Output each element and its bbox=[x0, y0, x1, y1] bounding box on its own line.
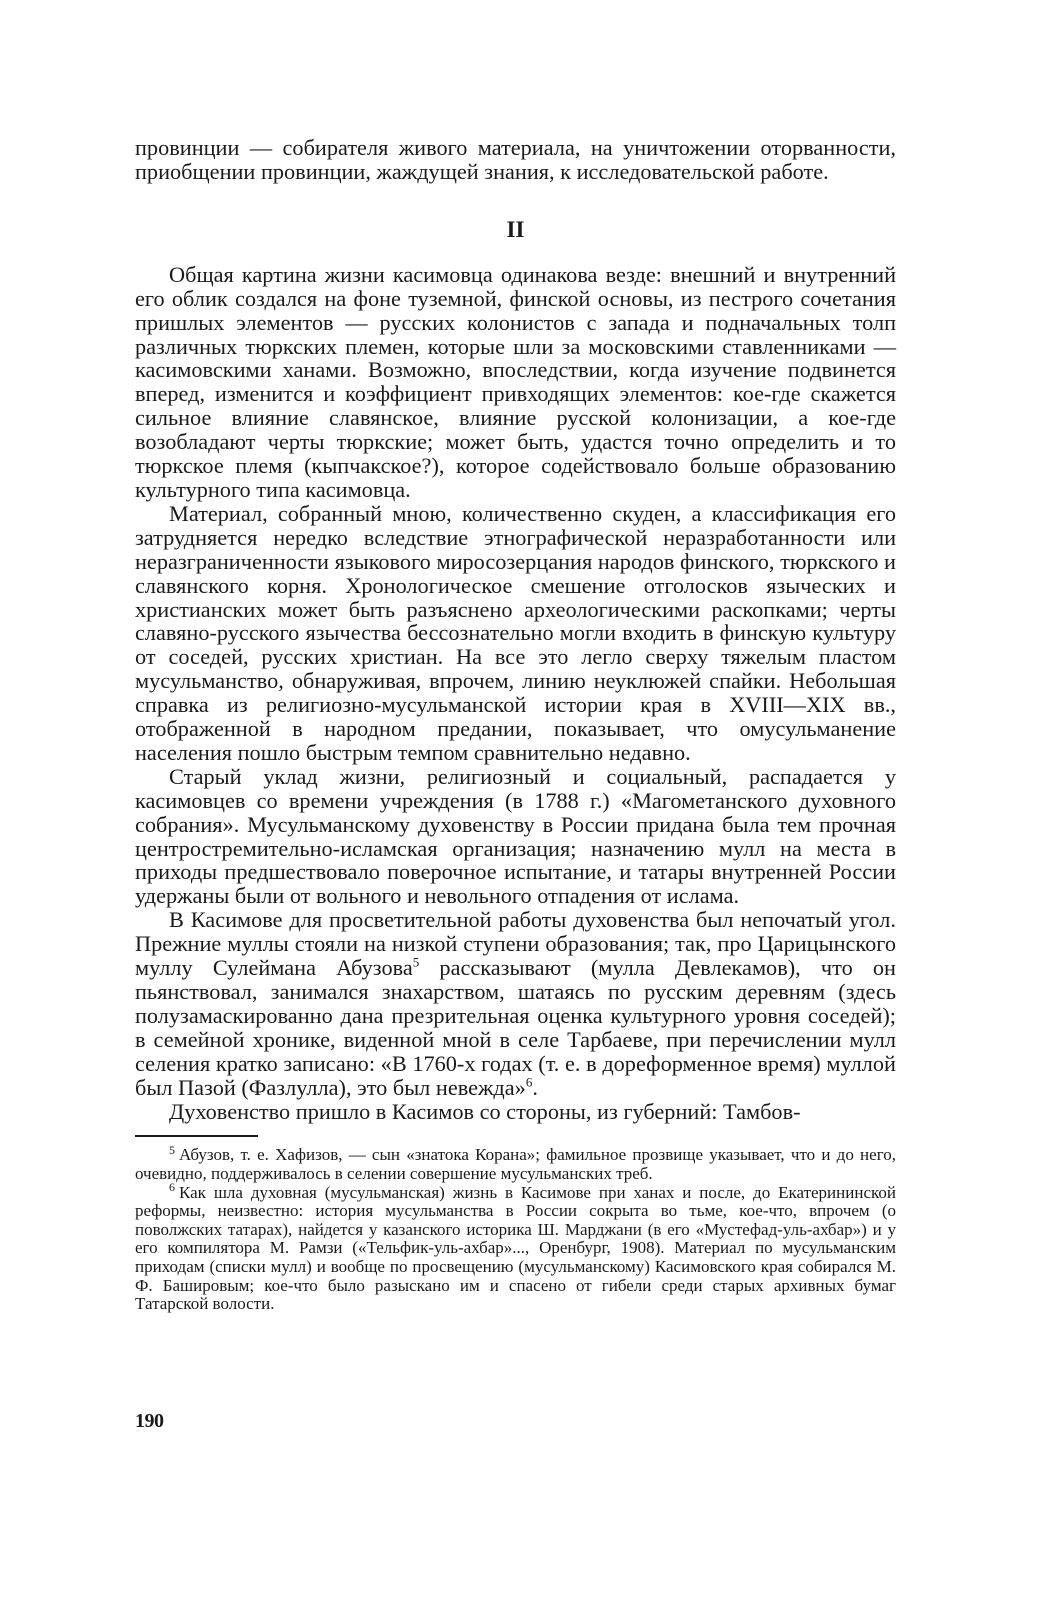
opening-paragraph: провинции — собирателя живого материала, на уничтожении оторванности, приобщении провинции, жаждущей знания, к исследовательской работе. bbox=[135, 135, 896, 184]
paragraph-text-part: . bbox=[532, 1074, 538, 1100]
paragraph-kasimov-clergy bbox=[135, 908, 896, 1099]
footnote-reference-5[interactable]: 5 bbox=[412, 954, 420, 970]
footnotes bbox=[135, 1142, 896, 1314]
paragraph-clergy-origin: Духовенство пришло в Касимов со стороны, из губерний: Тамбов- bbox=[169, 1098, 801, 1124]
footnote-5 bbox=[135, 1142, 896, 1184]
footnote-text: Абузов, т. е. Хафизов, — сын «знатока Корана»; фамильное прозвище указывает, что и до него, очевидно, поддерживалось в селении совершение мусульманских треб. bbox=[135, 1145, 896, 1184]
section-heading: II bbox=[506, 216, 525, 242]
paragraph-material: Материал, собранный мною, количественно скуден, а классификация его затрудняется нередко вследствие этнографической неразработанности или неразграниченности языкового миросозерцания народов финского, тюркского и славянского корня. Хронологическое смешение отголосков языческих и христианских может быть разъяснено археологическими раскопками; черты славяно-русского язычества бессознательно могли входить в финскую культуру от соседей, русских христиан. На все это легло сверху тяжелым пластом мусульманство, обнаруживая, впрочем, линию неуклюжей спайки. Небольшая справка из религиозно-мусульманской истории края в XVIII—XIX вв., отображенной в народном предании, показывает, что омусульманение населения пошло быстрым темпом сравнительно недавно. bbox=[135, 500, 896, 765]
page-content bbox=[135, 136, 896, 1314]
paragraph-text-part: рассказывают (мулла Девлекамов), что он пьянствовал, занимался знахарством, шатаясь по русским деревням (здесь полузамаскированно дана презрительная оценка культурного уровня соседей); в семейной хронике, виденной мной в селе Тарбаеве, при перечислении мулл селения кратко записано: «В 1760-х годах (т. е. в дореформенное время) муллой был Пазой (Фазлулла), это был невежда» bbox=[135, 955, 896, 1100]
paragraph-old-order: Старый уклад жизни, религиозный и социальный, распадается у касимовцев со времени учреждения (в 1788 г.) «Магометанского духовного собрания». Мусульманскому духовенству в России придана была тем прочная центростремительно-исламская организация; назначению мулл на места в приходы предшествовало поверочное испытание, и татары внутренней России удержаны были от вольного и невольного отпадения от ислама. bbox=[135, 763, 896, 909]
body-text bbox=[135, 136, 896, 1123]
page-number: 190 bbox=[135, 1410, 164, 1432]
footnote-6 bbox=[135, 1179, 896, 1314]
footnote-divider bbox=[135, 1135, 258, 1137]
paragraph-text-part: В Касимове для просветительной работы духовенства был непочатый угол. Прежние муллы стояли на низкой ступени образования; так, про Царицынского муллу Сулеймана Абузова bbox=[135, 907, 896, 981]
footnote-mark: 6 bbox=[169, 1179, 175, 1194]
footnote-mark: 5 bbox=[169, 1142, 175, 1157]
footnote-reference-6[interactable]: 6 bbox=[525, 1074, 533, 1090]
footnote-text: Как шла духовная (мусульманская) жизнь в Касимове при ханах и после, до Екатерининской реформы, неизвестно: история мусульманства в России сокрыта во тьме, кое-что, впрочем (о поволжских татарах), найдется у казанского историка Ш. Марджани (в его «Мустефад-уль-ахбар») и у его компилятора М. Рамзи («Тельфик-уль-ахбар»..., Оренбург, 1908). Материал по мусульманским приходам (списки мулл) и вообще по просвещению (мусульманскому) Касимовского края собирался М. Ф. Башировым; кое-что было разыскано им и спасено от гибели среди старых архивных бумаг Татарской волости. bbox=[135, 1182, 896, 1314]
paragraph-general-picture: Общая картина жизни касимовца одинакова везде: внешний и внутренний его облик создался на фоне туземной, финской основы, из пестрого сочетания пришлых элементов — русских колонистов с запада и подначальных толп различных тюркских племен, которые шли за московскими ставленниками — касимовскими ханами. Возможно, впоследствии, когда изучение подвинется вперед, изменится и коэффициент привходящих элементов: кое-где скажется сильное влияние славянское, влияние русской колонизации, а кое-где возобладают черты тюркские; может быть, удастся точно определить и то тюркское племя (кыпчакское?), которое содействовало больше образованию культурного типа касимовца. bbox=[135, 261, 896, 502]
